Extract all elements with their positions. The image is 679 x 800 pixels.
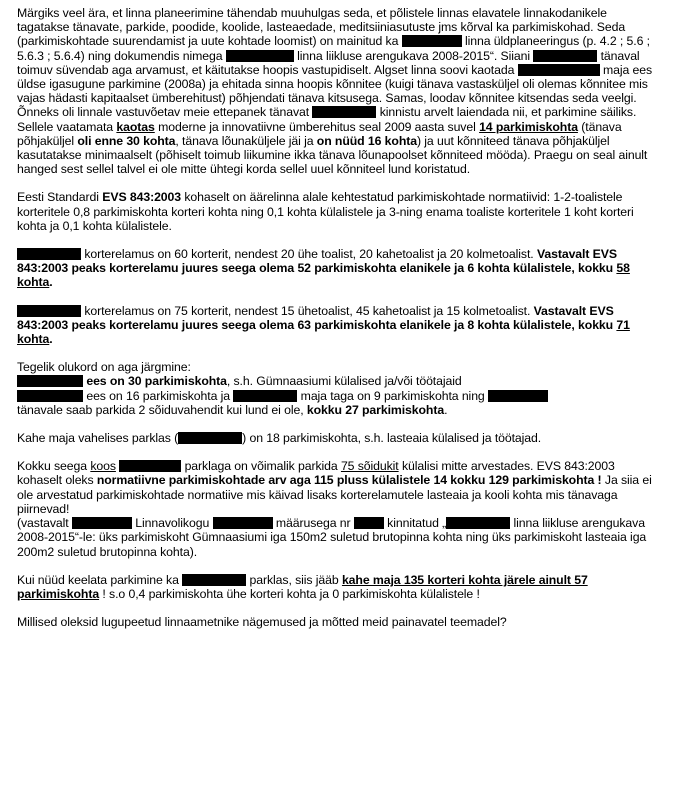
p7-text-8: (vastavalt xyxy=(17,516,69,531)
p9-text-1: Millised oleksid lugupeetud linnaametnike nägemused ja mõtted meid painavatel teemadel? xyxy=(17,615,507,630)
paragraph-3 xyxy=(17,247,657,290)
p4-dot: . xyxy=(49,332,53,347)
p6-text-2: ) on 18 parkimiskohta, s.h. lasteaia külalised ja töötajad. xyxy=(242,431,542,446)
p3-text-2: Vastavalt EVS 843:2003 peaks korterelamu juures seega olema 52 parkimiskohta elanikele ja 6 kohta külalistele, kokku xyxy=(17,247,617,276)
p1-text-1: Märgiks veel ära, et linna planeerimine tähendab muuhulgas seda, et põlistele linnas elavatele linnakodanikele tagatakse tänavate, parkide, poodide, koolide, lasteaedade, meditsiiniasutuste jms kõrval ka parkimiskohad. Seda (parkimiskohtade suurendamist ja uute kohtade loomist) on mainitud ka xyxy=(17,6,626,49)
p1-text-3: linna liikluse arengukava 2008-2015“. Siiani xyxy=(297,48,530,63)
redaction xyxy=(533,50,597,62)
redaction xyxy=(178,432,242,444)
redaction xyxy=(119,460,181,472)
p6-text-1: Kahe maja vahelises parklas ( xyxy=(17,431,179,446)
p1-14-parkimiskohta: 14 parkimiskohta xyxy=(479,119,578,134)
paragraph-4 xyxy=(17,304,657,347)
redaction xyxy=(446,517,510,529)
redaction xyxy=(402,35,462,47)
p7-normatiivne: normatiivne parkimiskohtade arv aga 115 pluss külalistele 14 kokku 129 parkimiskohta ! xyxy=(96,473,602,488)
p2-text-1: Eesti Standardi xyxy=(17,190,99,205)
p5-kokku-27: kokku 27 parkimiskohta xyxy=(306,402,445,417)
p7-text-9: Linnavolikogu xyxy=(135,516,210,531)
p3-58-kohta: 58 kohta xyxy=(17,261,630,290)
p7-text-7: Ja siia ei ole arvestatud parkimiskohtade normatiive mis käivad lisaks korterelamutele lasteaia ja kooli kohta mis tänavaga piirnevad! xyxy=(17,473,652,516)
redaction xyxy=(233,390,297,402)
redaction xyxy=(72,517,132,529)
p2-text-3: kohaselt on äärelinna alale kehtestatud parkimiskohtade normatiivid: 1-2-toalistele korteritele 0,8 parkimiskohta korteri kohta ning 0,1 kohta külalistele ja 3-ning enama toaliste korteritele 1 koht korteri kohta ja 0,1 kohta külalistele. xyxy=(17,190,634,233)
p5-text-1: Tegelik olukord on aga järgmine: xyxy=(17,360,191,375)
redaction xyxy=(17,305,81,317)
paragraph-6 xyxy=(17,431,657,445)
p7-text-11: kinnitatud „ xyxy=(387,516,447,531)
paragraph-2 xyxy=(17,190,657,233)
p5-dot: . xyxy=(444,402,448,417)
p7-75-soidukit: 75 sõidukit xyxy=(340,459,399,474)
p5-text-6: tänavale saab parkida 2 sõiduvahendit kui lund ei ole, xyxy=(17,402,304,417)
p2-evs: EVS 843:2003 xyxy=(102,190,182,205)
p8-text-4: ! s.o 0,4 parkimiskohta ühe korteri kohta ja 0 parkimiskohta külalistele ! xyxy=(102,586,480,601)
redaction xyxy=(17,375,83,387)
p7-text-1: Kokku seega xyxy=(17,459,87,474)
p1-text-4: tänaval toimuv süvendab aga arvamust, et käitutakse hoopis vastupidiselt. Algset linna soovi kaotada xyxy=(17,48,640,77)
p1-nuud-16: on nüüd 16 kohta xyxy=(316,133,417,148)
redaction xyxy=(312,106,376,118)
p5-30-parkimiskohta: ees on 30 parkimiskohta xyxy=(86,374,227,389)
p7-text-10: määrusega nr xyxy=(275,516,351,531)
p5-text-4: ees on 16 parkimiskohta ja xyxy=(86,388,231,403)
p8-text-1: Kui nüüd keelata parkimine ka xyxy=(17,572,179,587)
p1-oli-enne-30: oli enne 30 kohta xyxy=(77,133,176,148)
p5-text-5: maja taga on 9 parkimiskohta ning xyxy=(300,388,485,403)
redaction xyxy=(17,248,81,260)
p7-text-5: külalisi mitte arvestades. EVS 843:2003 kohaselt oleks xyxy=(17,459,615,488)
p1-text-14: ) ja uut kõnniteed tänava põhjaküljel kasutatakse minimaalselt (põhiselt toimub liikumine ikka tänava lõunapoolset kõnniteed mööda). Praegu on seal ainult hanged sest sellel talvel ei ole mitte ühtegi korda sellel uuel kõnniteel lund koristatud. xyxy=(17,133,648,177)
paragraph-5 xyxy=(17,360,657,417)
p1-text-10: (tänava põhjaküljel xyxy=(17,119,622,148)
p3-text-1: korterelamus on 60 korterit, nendest 20 ühe toalist, 20 kahetoalist ja 20 kolmetoalist. xyxy=(84,247,534,262)
document-page xyxy=(17,6,657,643)
redaction xyxy=(182,574,246,586)
paragraph-9 xyxy=(17,615,657,629)
p1-text-6: kinnistu arvelt laiendada nii, et parkimine säiliks. Sellele vaatamata xyxy=(17,105,637,134)
p4-71-kohta: 71 kohta xyxy=(17,317,630,347)
p3-dot: . xyxy=(49,275,53,290)
p7-text-3: parklaga on võimalik parkida xyxy=(184,459,338,474)
p7-text-12: linna liikluse arengukava 2008-2015“-le: üks parkimiskoht Gümnaasiumi iga 150m2 suletud brutopinna kohta ning üks parkimiskoht lasteaia iga 200m2 suletud brutopinna kohta). xyxy=(17,516,647,559)
p4-text-1: korterelamus on 75 korterit, nendest 15 ühetoalist, 45 kahetoalist ja 15 kolmetoalist. xyxy=(84,303,531,318)
p1-text-2: linna üldplaneeringus (p. 4.2 ; 5.6 ; 5.6.3 ; 5.6.4) ning dokumendis nimega xyxy=(17,34,650,63)
p8-57-parkimiskohta: kahe maja 135 korteri kohta järele ainult 57 parkimiskohta xyxy=(17,572,588,601)
p8-text-2: parklas, siis jääb xyxy=(249,572,339,587)
redaction xyxy=(213,517,273,529)
p4-text-2: Vastavalt EVS 843:2003 peaks korterelamu juures seega olema 63 parkimiskohta elanikele ja 8 kohta külalistele, kokku xyxy=(17,303,614,332)
p1-text-5: maja ees üldse igasugune parkimine (2008a) ja ehitada sinna hoopis kõnnitee (kuigi tänava vastasküljel oli olemas kõnnitee mis vajas hädasti kapitaalset ümberehitust) põhjendati tänava kitsusega. Samas, loodav kõnnitee kitsendas seda veelgi. Õnneks oli linnale vastuvõetav meie ettepanek tänavat xyxy=(17,62,653,120)
p7-koos: koos xyxy=(90,459,116,474)
paragraph-7 xyxy=(17,459,657,558)
redaction xyxy=(17,390,83,402)
p1-text-12: , tänava lõunaküljele jäi ja xyxy=(175,133,314,148)
redaction xyxy=(354,517,384,529)
p1-kaotas: kaotas xyxy=(116,119,155,134)
p1-text-8: moderne ja innovatiivne ümberehitus seal 2009 aasta suvel xyxy=(158,119,476,134)
paragraph-1 xyxy=(17,6,657,176)
redaction xyxy=(226,50,294,62)
redaction xyxy=(518,64,600,76)
redaction xyxy=(488,390,548,402)
p5-text-3: , s.h. Gümnaasiumi külalised ja/või töötajaid xyxy=(226,374,462,389)
paragraph-8 xyxy=(17,573,657,601)
